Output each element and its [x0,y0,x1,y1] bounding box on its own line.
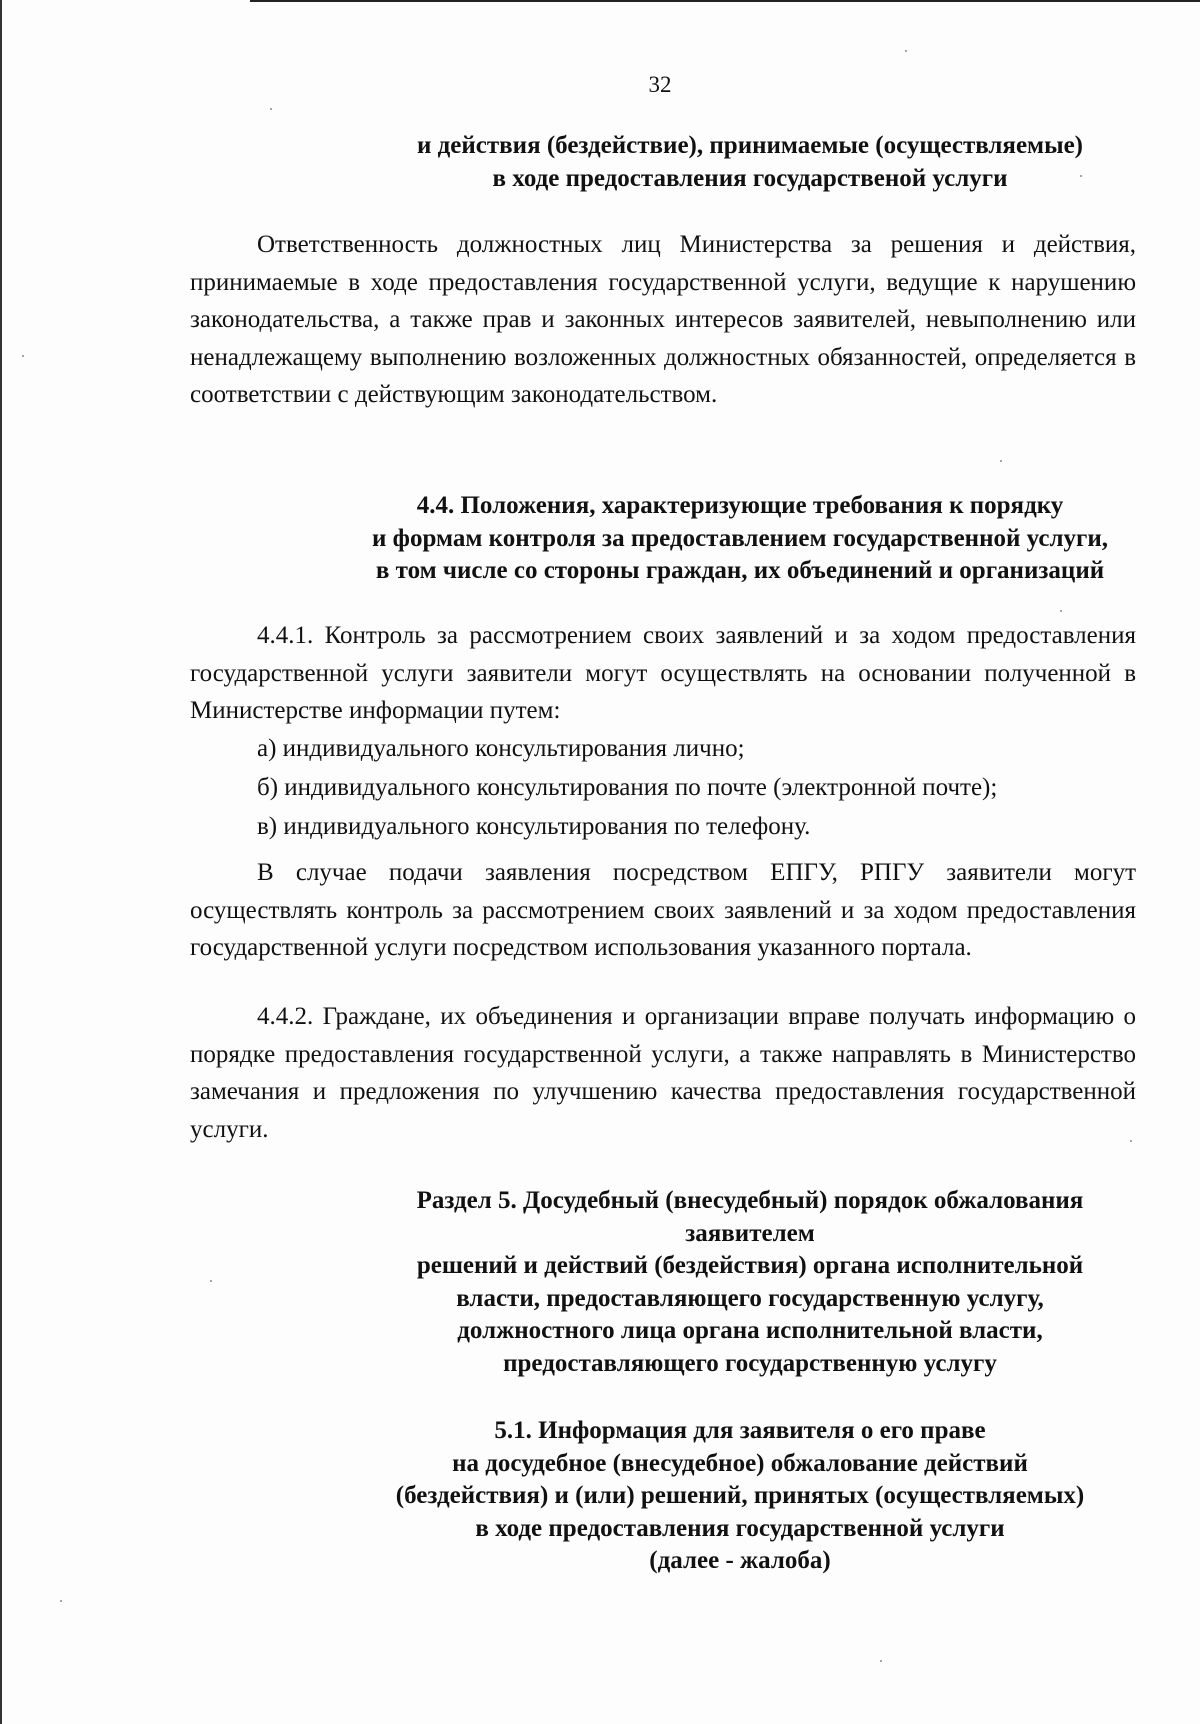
section-heading-4-4 [260,490,1200,588]
section-heading-section-5 [300,1185,1200,1380]
heading-line: на досудебное (внесудебное) обжалование действий [452,1449,1028,1477]
heading-line: (далее - жалоба) [649,1547,831,1574]
scan-speck [22,355,24,357]
list-item: в) индивидуального консультирования по телефону. [257,813,811,840]
list-item: б) индивидуального консультирования по почте (электронной почте); [257,774,998,801]
scan-speck [1000,460,1002,462]
scan-speck [60,1600,62,1602]
heading-line: решений и действий (бездействия) органа исполнительной [416,1252,1084,1279]
scan-speck [210,1280,212,1282]
heading-line: 4.4. Положения, характеризующие требования к порядку [416,492,1064,519]
heading-line: власти, предоставляющего государственную услугу, [456,1284,1044,1312]
section-heading-responsibility [300,130,1200,195]
scan-speck [1060,610,1062,612]
heading-line: в ходе предоставления государственной услуги [475,1514,1005,1542]
section-heading-5-1 [280,1415,1200,1578]
heading-line: предоставляющего государственную услугу [503,1349,997,1377]
heading-line: 5.1. Информация для заявителя о его праве [494,1417,986,1444]
heading-line: (бездействия) и (или) решений, принятых (осуществляемых) [395,1482,1085,1509]
heading-line: в том числе со стороны граждан, их объединений и организаций [375,557,1105,584]
scan-top-border [250,0,1200,2]
heading-line: заявителем [685,1219,815,1247]
paragraph-4-4-2: 4.4.2. Граждане, их объединения и организации вправе получать информацию о порядке предоставления государственной услуги, а также направлять в Министерство замечания и предложения по улучшению качества предоставления государственной услуги. [190,1003,1136,1143]
scan-speck [905,50,907,52]
heading-line: в ходе предоставления государственой услуги [492,164,1008,192]
heading-line: должностного лица органа исполнительной власти, [457,1317,1043,1344]
page-number: 32 [648,72,672,97]
heading-line: и формам контроля за предоставлением государственной услуги, [372,524,1108,552]
paragraph-4-4-1: 4.4.1. Контроль за рассмотрением своих заявлений и за ходом предоставления государственной услуги заявители могут осуществлять на основании полученной в Министерстве информации путем: [190,622,1136,724]
scan-speck [270,108,272,110]
scan-speck [1130,1140,1132,1142]
heading-line: и действия (бездействие), принимаемые (осуществляемые) [416,132,1084,159]
scan-left-border [0,0,2,1724]
scan-speck [1080,175,1082,177]
paragraph-epgu: В случае подачи заявления посредством ЕПГУ, РПГУ заявители могут осуществлять контроль за рассмотрением своих заявлений и за ходом предоставления государственной услуги посредством использования указанного портала. [190,859,1136,961]
paragraph-responsibility: Ответственность должностных лиц Министерства за решения и действия, принимаемые в ходе предоставления государственной услуги, ведущие к нарушению законодательства, а также прав и законных интересов заявителей, невыполнению или ненадлежащему выполнению возложенных должностных обязанностей, определяется в соответствии с действующим законодательством. [190,231,1136,408]
list-item: а) индивидуального консультирования лично; [257,735,745,762]
scan-speck [880,1660,882,1662]
heading-line: Раздел 5. Досудебный (внесудебный) порядок обжалования [416,1187,1084,1214]
